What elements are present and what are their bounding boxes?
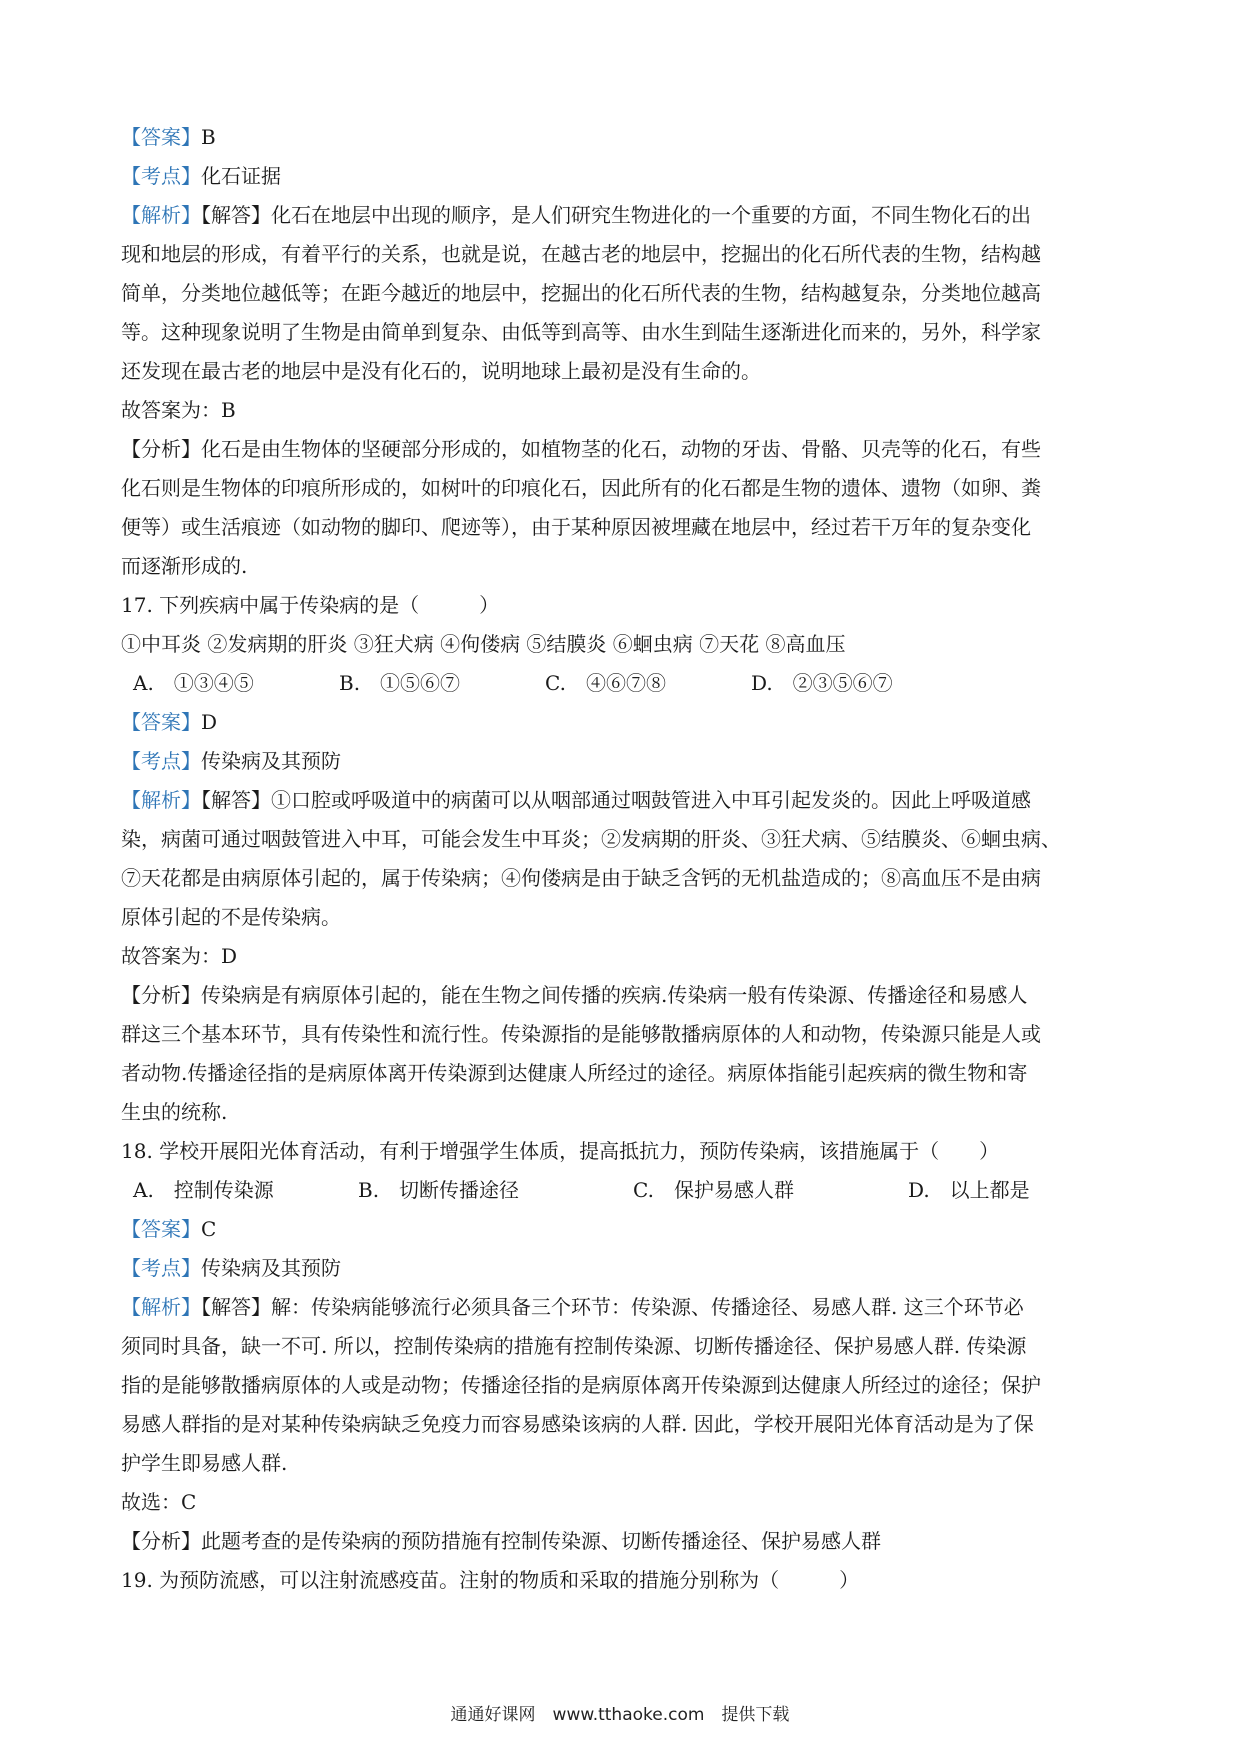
analysis-text: 【解答】①口腔或呼吸道中的病菌可以从咽部通过咽鼓管进入中耳引起发炎的。因此上呼吸道感 — [201, 788, 1031, 812]
answer-line — [121, 703, 1131, 742]
analysis-text: 【解答】化石在地层中出现的顺序，是人们研究生物进化的一个重要的方面，不同生物化石的出 — [201, 203, 1031, 227]
analysis-line — [121, 196, 1131, 235]
analysis-line: 染，病菌可通过咽鼓管进入中耳，可能会发生中耳炎；②发病期的肝炎、③狂犬病、⑤结膜炎、⑥蛔虫病、 — [121, 827, 1061, 851]
fenxi-text: 传染病是有病原体引起的，能在生物之间传播的疾病.传染病一般有传染源、传播途径和易感人 — [201, 983, 1028, 1007]
fenxi-line — [121, 1522, 1131, 1561]
point-line — [121, 742, 1131, 781]
fenxi-text: 化石是由生物体的坚硬部分形成的，如植物茎的化石，动物的牙齿、骨骼、贝壳等的化石，有些 — [201, 437, 1041, 461]
fenxi-tag: 【分析】 — [121, 1529, 201, 1553]
final-answer: 故选：C — [121, 1490, 197, 1514]
question-stem: 18. 学校开展阳光体育活动，有利于增强学生体质，提高抵抗力，预防传染病，该措施属于（ ） — [121, 1139, 1000, 1163]
fenxi-line: 者动物.传播途径指的是病原体离开传染源到达健康人所经过的途径。病原体指能引起疾病的微生物和寄 — [121, 1061, 1028, 1085]
options-row — [121, 664, 1131, 703]
analysis-line: 等。这种现象说明了生物是由简单到复杂、由低等到高等、由水生到陆生逐渐进化而来的，另外，科学家 — [121, 320, 1041, 344]
analysis-text: 【解答】解：传染病能够流行必须具备三个环节：传染源、传播途径、易感人群. 这三个环节必 — [201, 1295, 1024, 1319]
analysis-tag: 【解析】 — [121, 1295, 201, 1319]
answer-line — [121, 1210, 1131, 1249]
analysis-line: ⑦天花都是由病原体引起的，属于传染病；④佝偻病是由于缺乏含钙的无机盐造成的；⑧高血压不是由病 — [121, 866, 1041, 890]
answer-value: D — [201, 710, 218, 734]
answer-tag: 【答案】 — [121, 125, 201, 149]
point-tag: 【考点】 — [121, 164, 201, 188]
analysis-line: 指的是能够散播病原体的人或是动物；传播途径指的是病原体离开传染源到达健康人所经过的途径；保护 — [121, 1373, 1041, 1397]
fenxi-text: 此题考查的是传染病的预防措施有控制传染源、切断传播途径、保护易感人群 — [201, 1529, 881, 1553]
option-a: A. ①③④⑤ — [133, 671, 254, 695]
answer-value: C — [201, 1217, 217, 1241]
analysis-line: 易感人群指的是对某种传染病缺乏免疫力而容易感染该病的人群. 因此，学校开展阳光体育活动是为了保 — [121, 1412, 1034, 1436]
point-tag: 【考点】 — [121, 749, 201, 773]
answer-tag: 【答案】 — [121, 710, 201, 734]
question-stem: 19. 为预防流感，可以注射流感疫苗。注射的物质和采取的措施分别称为（ ） — [121, 1568, 860, 1592]
fenxi-tag: 【分析】 — [121, 983, 201, 1007]
analysis-line — [121, 1288, 1131, 1327]
final-answer: 故答案为：D — [121, 944, 238, 968]
analysis-line: 原体引起的不是传染病。 — [121, 905, 341, 929]
fenxi-line — [121, 976, 1131, 1015]
point-line — [121, 157, 1131, 196]
question-stem: 17. 下列疾病中属于传染病的是（ ） — [121, 593, 500, 617]
point-value: 化石证据 — [201, 164, 281, 188]
analysis-line: 现和地层的形成，有着平行的关系，也就是说，在越古老的地层中，挖掘出的化石所代表的生物，结构越 — [121, 242, 1041, 266]
answer-tag: 【答案】 — [121, 1217, 201, 1241]
analysis-line — [121, 781, 1131, 820]
fenxi-line: 而逐渐形成的. — [121, 554, 248, 578]
option-c: C. ④⑥⑦⑧ — [545, 671, 666, 695]
page-content — [121, 118, 1131, 1600]
fenxi-line — [121, 430, 1131, 469]
analysis-tag: 【解析】 — [121, 203, 201, 227]
final-answer: 故答案为：B — [121, 398, 236, 422]
analysis-line: 还发现在最古老的地层中是没有化石的，说明地球上最初是没有生命的。 — [121, 359, 761, 383]
fenxi-line: 群这三个基本环节，具有传染性和流行性。传染源指的是能够散播病原体的人和动物，传染源只能是人或 — [121, 1022, 1041, 1046]
fenxi-tag: 【分析】 — [121, 437, 201, 461]
option-b: B. ①⑤⑥⑦ — [339, 671, 461, 695]
option-c: C. 保护易感人群 — [633, 1178, 794, 1202]
option-a: A. 控制传染源 — [133, 1178, 274, 1202]
point-value: 传染病及其预防 — [201, 749, 341, 773]
question-items: ①中耳炎 ②发病期的肝炎 ③狂犬病 ④佝偻病 ⑤结膜炎 ⑥蛔虫病 ⑦天花 ⑧高血压 — [121, 632, 846, 656]
fenxi-line: 化石则是生物体的印痕所形成的，如树叶的印痕化石，因此所有的化石都是生物的遗体、遗物（如卵、粪 — [121, 476, 1041, 500]
option-d: D. 以上都是 — [908, 1178, 1030, 1202]
point-value: 传染病及其预防 — [201, 1256, 341, 1280]
page-footer: 通通好课网 www.tthaoke.com 提供下载 — [450, 1705, 790, 1725]
point-line — [121, 1249, 1131, 1288]
analysis-line: 护学生即易感人群. — [121, 1451, 288, 1475]
analysis-tag: 【解析】 — [121, 788, 201, 812]
options-row — [121, 1171, 1131, 1210]
analysis-line: 简单，分类地位越低等；在距今越近的地层中，挖掘出的化石所代表的生物，结构越复杂，分类地位越高 — [121, 281, 1041, 305]
fenxi-line: 便等）或生活痕迹（如动物的脚印、爬迹等），由于某种原因被埋藏在地层中，经过若干万年的复杂变化 — [121, 515, 1031, 539]
option-d: D. ②③⑤⑥⑦ — [751, 671, 893, 695]
analysis-line: 须同时具备，缺一不可. 所以，控制传染病的措施有控制传染源、切断传播途径、保护易感人群. 传染源 — [121, 1334, 1027, 1358]
point-tag: 【考点】 — [121, 1256, 201, 1280]
answer-line — [121, 118, 1131, 157]
fenxi-line: 生虫的统称. — [121, 1100, 228, 1124]
answer-value: B — [201, 125, 216, 149]
option-b: B. 切断传播途径 — [358, 1178, 520, 1202]
